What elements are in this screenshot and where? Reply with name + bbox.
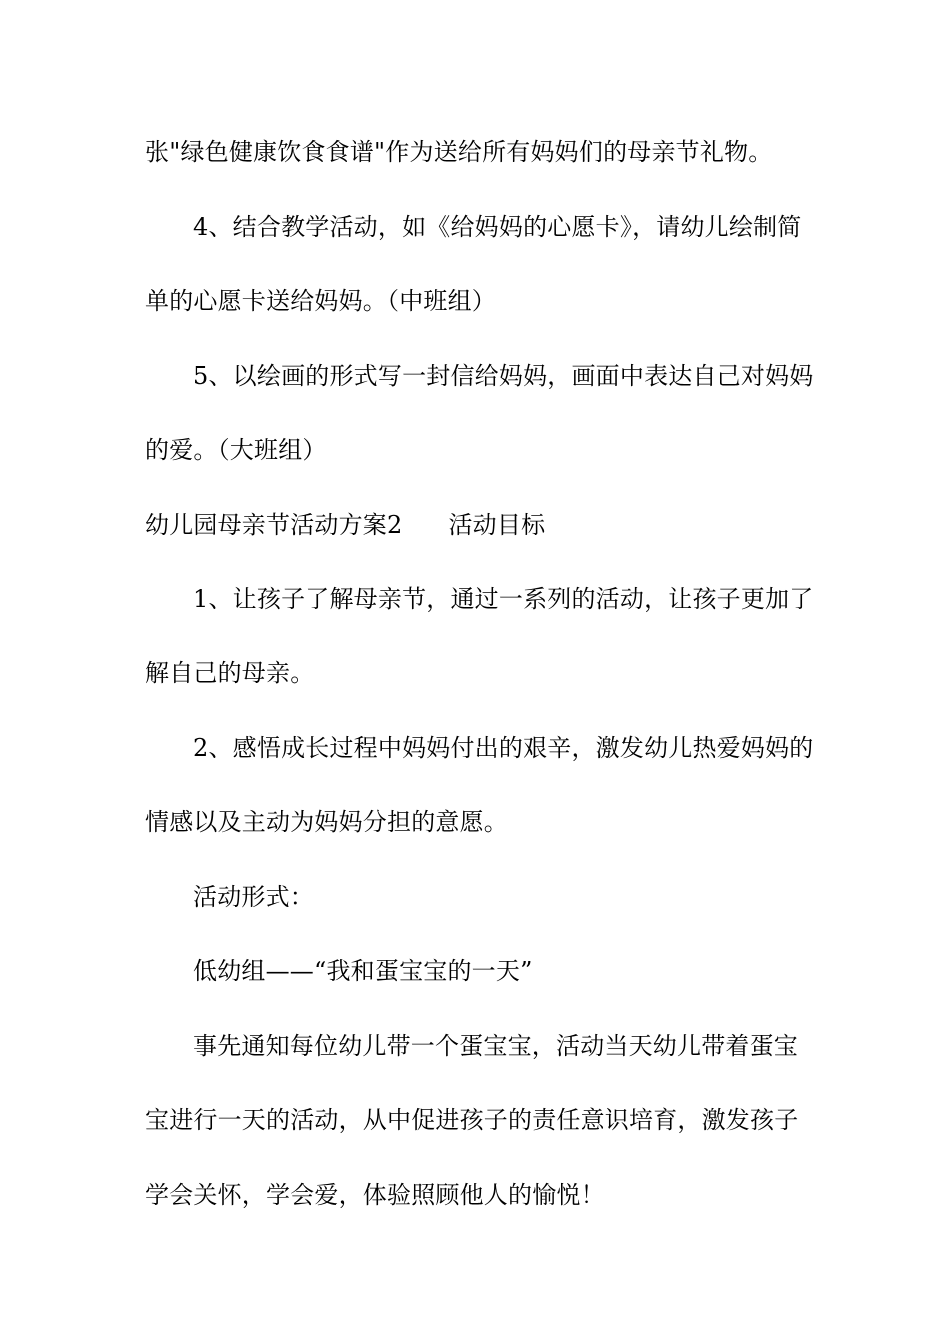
section-heading-line	[145, 510, 810, 540]
section-title: 幼儿园母亲节活动方案2	[145, 511, 403, 539]
text-line: 宝进行一天的活动，从中促进孩子的责任意识培育，激发孩子	[145, 1106, 799, 1134]
text-line: 的爱。（大班组）	[145, 436, 327, 464]
text-line: 1、让孩子了解母亲节，通过一系列的活动，让孩子更加了	[193, 585, 814, 613]
text-line: 解自己的母亲。	[145, 659, 315, 687]
text-line: 5、以绘画的形式写一封信给妈妈，画面中表达自己对妈妈	[193, 362, 814, 390]
text-line: 4、结合教学活动，如《给妈妈的心愿卡》，请幼儿绘制简	[193, 213, 802, 241]
text-line: 活动形式：	[193, 883, 314, 911]
subsection-title: 活动目标	[448, 511, 546, 539]
text-line: 情感以及主动为妈妈分担的意愿。	[145, 808, 508, 836]
text-line: 张"绿色健康饮食食谱"作为送给所有妈妈们的母亲节礼物。	[145, 138, 773, 166]
text-line: 学会关怀，学会爱，体验照顾他人的愉悦！	[145, 1181, 605, 1209]
text-line: 低幼组——“我和蛋宝宝的一天”	[193, 957, 533, 985]
text-line: 事先通知每位幼儿带一个蛋宝宝，活动当天幼儿带着蛋宝	[193, 1032, 798, 1060]
text-line: 单的心愿卡送给妈妈。（中班组）	[145, 287, 496, 315]
text-line: 2、感悟成长过程中妈妈付出的艰辛，激发幼儿热爱妈妈的	[193, 734, 814, 762]
